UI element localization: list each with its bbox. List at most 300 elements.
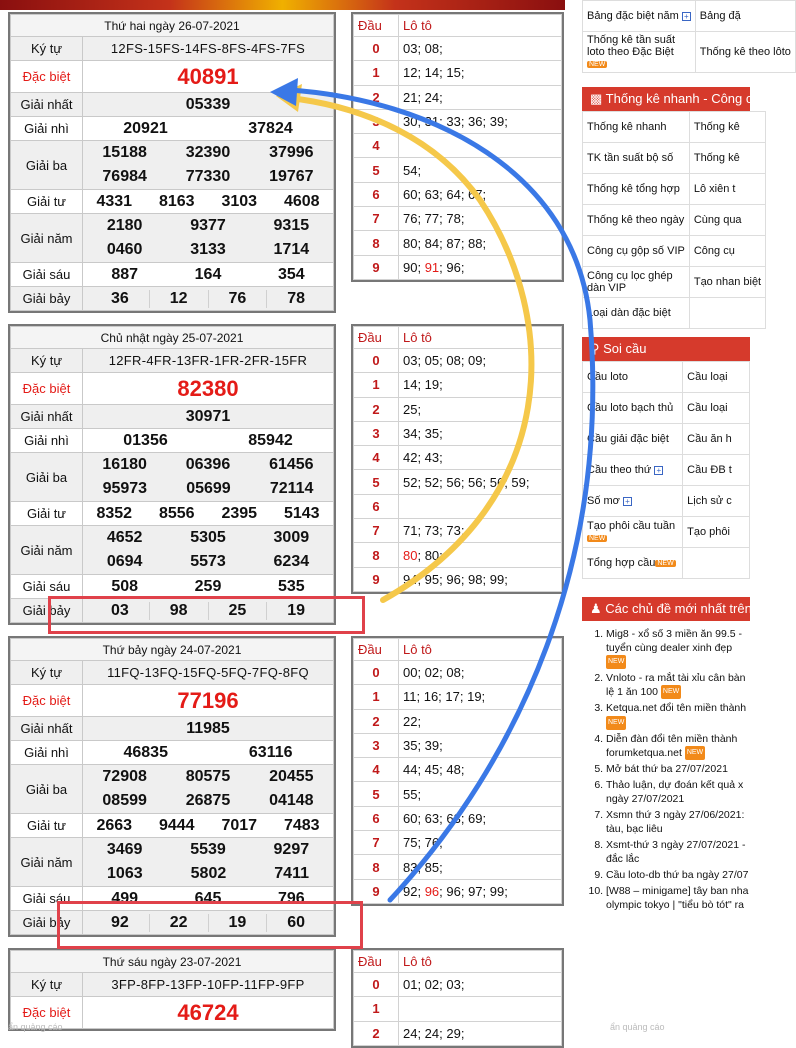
loto-numbers	[399, 134, 562, 158]
giai-tu-values	[83, 502, 334, 526]
prize-number: 12	[149, 290, 208, 308]
news-item[interactable]: 4. Diễn đàn đổi tên miền thành forumketqua.net NEW	[606, 732, 750, 760]
loto-head-digit: 1	[354, 61, 399, 85]
giai-tu-label: Giải tư	[11, 502, 83, 526]
prize-number: 9315	[273, 217, 310, 234]
prize-number: 95973	[102, 480, 148, 497]
sidebar-top-link-1-1[interactable]: Thống kê theo lôto	[695, 32, 795, 73]
sidebar-stats-row	[583, 267, 766, 298]
sidebar-stats-row	[583, 205, 766, 236]
prize-number: 61456	[269, 456, 314, 473]
prize-number: 37996	[269, 144, 314, 161]
loto-numbers: 60; 63; 63; 69;	[399, 806, 562, 830]
prize-number: 2395	[221, 504, 258, 522]
result-date: Chủ nhật ngày 25-07-2021	[11, 327, 334, 349]
kytu-label: Ký tự	[11, 973, 83, 997]
giai-nhi-label: Giải nhì	[11, 429, 83, 453]
dac-biet-value: 77196	[83, 685, 334, 717]
prize-number: 60	[266, 914, 325, 932]
giai-nhat-values	[83, 717, 334, 741]
giai-nhi-label: Giải nhì	[11, 741, 83, 765]
dau-header: Đầu	[354, 951, 399, 973]
highlight-box-giai-bay-1	[48, 596, 365, 634]
prize-number: 8163	[158, 192, 195, 210]
loto-numbers: 80; 84; 87; 88;	[399, 231, 562, 255]
prize-number: 796	[277, 889, 305, 907]
sidebar-stats-link-1-0[interactable]: TK tần suất bộ số	[583, 143, 690, 174]
expand-icon[interactable]: +	[623, 497, 632, 506]
new-badge: NEW	[685, 746, 705, 760]
giai-bay-label: Giải bảy	[11, 599, 83, 623]
prize-number: 22	[149, 914, 208, 932]
prize-number: 19767	[269, 168, 314, 185]
loto-table-2	[351, 636, 564, 906]
prize-number: 5802	[190, 865, 227, 882]
sidebar-stats-table	[582, 111, 766, 329]
kytu-label: Ký tự	[11, 661, 83, 685]
result-table-3	[8, 948, 336, 1031]
loto-row	[354, 85, 562, 109]
sidebar-top-row	[583, 1, 796, 32]
giai-ba-row	[11, 141, 334, 190]
giai-tu-row	[11, 502, 334, 526]
loto-numbers: 25;	[399, 397, 562, 421]
loto-head-digit: 4	[354, 758, 399, 782]
loto-head-digit: 5	[354, 470, 399, 494]
prize-number: 08599	[102, 792, 147, 809]
prize-number: 6234	[273, 553, 310, 570]
new-badge: NEW	[606, 716, 626, 730]
giai-tu-row	[11, 814, 334, 838]
loto-row	[354, 207, 562, 231]
dac-biet-value: 82380	[83, 373, 334, 405]
loto-row	[354, 61, 562, 85]
dac-biet-label: Đặc biệt	[11, 997, 83, 1029]
prize-number: 3469	[106, 841, 143, 858]
number-group	[83, 214, 333, 238]
sidebar-stats-link-3-0[interactable]: Thống kê theo ngày	[583, 205, 690, 236]
prize-number: 0694	[106, 553, 143, 570]
dac-biet-value: 46724	[83, 997, 334, 1029]
kytu-value: 11FQ-13FQ-15FQ-5FQ-7FQ-8FQ	[83, 661, 334, 685]
prize-number: 8352	[96, 504, 133, 522]
prize-number: 7411	[274, 865, 309, 882]
prize-number: 01356	[123, 431, 168, 449]
prize-number: 9297	[273, 841, 310, 858]
hide-ad-note-1[interactable]: ẩn quảng cáo	[8, 1022, 63, 1032]
number-group	[83, 789, 333, 813]
loto-head-digit: 0	[354, 37, 399, 61]
loto-numbers: 90; 91; 96;	[399, 255, 562, 279]
loto-numbers: 92; 96; 96; 97; 99;	[399, 879, 562, 903]
result-table-0	[8, 12, 336, 313]
sidebar-stats-row	[583, 236, 766, 267]
prize-number: 20455	[269, 768, 314, 785]
number-group	[83, 550, 333, 574]
number-group	[83, 193, 333, 211]
giai-ba-values	[83, 141, 334, 190]
news-item[interactable]: 2. Vnloto - ra mắt tài xỉu cân bàn lệ 1 ăn 100 NEW	[606, 671, 750, 699]
loto-head-digit: 9	[354, 567, 399, 591]
news-item[interactable]: 10. [W88 – minigame] tây ban nha olympic tokyo | "tiểu bò tót" ra	[606, 884, 750, 912]
loto-head-digit: 5	[354, 158, 399, 182]
number-group	[83, 266, 333, 284]
kytu-value: 12FR-4FR-13FR-1FR-2FR-15FR	[83, 349, 334, 373]
loto-head-digit: 7	[354, 831, 399, 855]
prize-number: 499	[111, 889, 139, 907]
loto-numbers: 24; 24; 29;	[399, 1021, 562, 1045]
prize-number: 80575	[185, 768, 231, 785]
sidebar-stats-link-2-1[interactable]: Lô xiên t	[689, 174, 765, 205]
prize-number: 0460	[106, 241, 143, 258]
prize-number: 5539	[190, 841, 226, 858]
new-badge: NEW	[589, 60, 606, 68]
sidebar-soicau-link-0-0[interactable]: Cầu loto	[583, 362, 683, 393]
giai-ba-label: Giải ba	[11, 453, 83, 502]
loto-numbers: 14; 19;	[399, 373, 562, 397]
loto-numbers	[399, 997, 562, 1021]
number-group	[83, 290, 333, 308]
loto-row	[354, 567, 562, 591]
loto-head-digit: 1	[354, 685, 399, 709]
dau-header: Đầu	[354, 15, 399, 37]
sidebar-soicau-row	[583, 455, 750, 486]
number-group	[83, 238, 333, 262]
giai-nam-label: Giải năm	[11, 214, 83, 263]
loto-numbers: 11; 16; 17; 19;	[399, 685, 562, 709]
loto-head-digit: 7	[354, 207, 399, 231]
loto-head-digit: 8	[354, 231, 399, 255]
new-badge: NEW	[589, 534, 606, 542]
sidebar-stats-link-2-0[interactable]: Thống kê tổng hợp	[583, 174, 690, 205]
number-group	[83, 141, 333, 165]
loto-row	[354, 37, 562, 61]
sidebar-top-link-0-1[interactable]: Bảng đặ	[695, 1, 795, 32]
giai-nhat-values	[83, 93, 334, 117]
sidebar-stats-link-4-0[interactable]: Công cụ gộp số VIP	[583, 236, 690, 267]
sidebar-top-table	[582, 0, 796, 73]
giai-sau-label: Giải sáu	[11, 575, 83, 599]
section-header-chu-de: ♟ Các chủ đề mới nhất trên	[582, 597, 750, 621]
news-item[interactable]: 5. Mở bát thứ ba 27/07/2021	[606, 762, 750, 776]
dac-biet-label: Đặc biệt	[11, 61, 83, 93]
giai-tu-row	[11, 190, 334, 214]
loto-head-digit: 4	[354, 134, 399, 158]
giai-nhat-label: Giải nhất	[11, 405, 83, 429]
sidebar-top-link-1-0[interactable]: Thống kê tần suất loto theo Đặc BiệtNEW	[583, 32, 696, 73]
loto-head-digit: 8	[354, 543, 399, 567]
result-date-row	[11, 639, 334, 661]
loto-head-digit: 9	[354, 255, 399, 279]
number-group	[83, 165, 333, 189]
kytu-row	[11, 37, 334, 61]
loto-head-digit: 2	[354, 1021, 399, 1045]
loto-numbers: 22;	[399, 709, 562, 733]
giai-ba-values	[83, 453, 334, 502]
loto-numbers: 80; 80;	[399, 543, 562, 567]
prize-number: 92	[110, 913, 129, 931]
dac-biet-label: Đặc biệt	[11, 373, 83, 405]
giai-tu-label: Giải tư	[11, 190, 83, 214]
giai-nhi-row	[11, 741, 334, 765]
loto-head-digit: 2	[354, 85, 399, 109]
result-grid	[10, 950, 334, 1029]
news-item[interactable]: 8. Xsmt-thứ 3 ngày 27/07/2021 - đắc lắc	[606, 838, 750, 866]
sidebar-top-link-0-0[interactable]: Bảng đặc biệt năm +	[583, 1, 696, 32]
loto-row	[354, 158, 562, 182]
news-item[interactable]: 9. Cầu loto-db thứ ba ngày 27/07	[606, 868, 750, 882]
loto-head-digit: 7	[354, 519, 399, 543]
result-date: Thứ bảy ngày 24-07-2021	[11, 639, 334, 661]
loto-table-0	[351, 12, 564, 282]
sidebar-soicau-link-5-1[interactable]: Tạo phôi	[683, 517, 750, 548]
loto-row	[354, 519, 562, 543]
kytu-label: Ký tự	[11, 349, 83, 373]
loto-row	[354, 494, 562, 518]
section-header-soi-cau: ⚲ Soi cầu	[582, 337, 750, 361]
dac-biet-label: Đặc biệt	[11, 685, 83, 717]
loto-numbers: 21; 24;	[399, 85, 562, 109]
sidebar-soicau-link-4-0[interactable]: Số mơ +	[583, 486, 683, 517]
giai-nam-label: Giải năm	[11, 526, 83, 575]
sidebar-soicau-link-4-1[interactable]: Lịch sử c	[683, 486, 750, 517]
sidebar-stats-link-1-1[interactable]: Thống kê	[689, 143, 765, 174]
prize-number: 85942	[248, 431, 293, 449]
loto-row	[354, 758, 562, 782]
loto-head-digit: 0	[354, 349, 399, 373]
prize-number: 5305	[190, 529, 226, 546]
prize-number: 05339	[185, 95, 231, 113]
prize-number: 1063	[107, 865, 143, 882]
number-group	[83, 408, 333, 426]
prize-number: 11985	[186, 719, 230, 737]
loto-head-digit: 3	[354, 109, 399, 133]
sidebar-soicau-row	[583, 393, 750, 424]
prize-number: 9377	[190, 217, 226, 234]
sidebar-soicau-link-6-0[interactable]: Tổng hợp cầu NEW	[583, 548, 683, 579]
prize-number: 78	[266, 290, 325, 308]
loto-numbers: 83; 85;	[399, 855, 562, 879]
sidebar	[582, 0, 791, 914]
sidebar-soicau-row	[583, 362, 750, 393]
loto-header-row	[354, 15, 562, 37]
sidebar-stats-link-3-1[interactable]: Cùng qua	[689, 205, 765, 236]
loto-numbers: 52; 52; 56; 56; 56; 59;	[399, 470, 562, 494]
result-grid	[10, 14, 334, 311]
news-list	[582, 627, 750, 912]
giai-nam-values	[83, 214, 334, 263]
loto-numbers: 03; 08;	[399, 37, 562, 61]
result-date: Thứ hai ngày 26-07-2021	[11, 15, 334, 37]
result-grid	[10, 638, 334, 935]
loto-head-digit: 6	[354, 806, 399, 830]
sidebar-soicau-row	[583, 548, 750, 579]
loto-numbers: 30; 31; 33; 36; 39;	[399, 109, 562, 133]
prize-number: 36	[110, 289, 129, 307]
section-header-thong-ke: ▩ Thống kê nhanh - Công c	[582, 87, 750, 111]
hide-ad-note-2[interactable]: ẩn quảng cáo	[610, 1022, 665, 1032]
news-item[interactable]: 7. Xsmn thứ 3 ngày 27/06/2021: tàu, bạc liêu	[606, 808, 750, 836]
prize-number: 645	[194, 889, 222, 907]
number-group	[83, 505, 333, 523]
loto-numbers: 94; 95; 96; 98; 99;	[399, 567, 562, 591]
sidebar-stats-link-6-1	[689, 298, 765, 329]
loto-special-number: 96	[424, 883, 440, 899]
highlight-box-giai-bay-2	[57, 901, 363, 949]
loto-head-digit: 4	[354, 446, 399, 470]
loto-numbers: 75; 76;	[399, 831, 562, 855]
number-group	[83, 526, 333, 550]
top-banner	[0, 0, 565, 10]
loto-numbers: 35; 39;	[399, 733, 562, 757]
number-group	[83, 120, 333, 138]
loto-head-digit: 3	[354, 733, 399, 757]
prize-number: 25	[208, 602, 267, 620]
prize-number: 3133	[190, 241, 226, 258]
number-group	[83, 862, 333, 886]
giai-tu-values	[83, 190, 334, 214]
kytu-row	[11, 973, 334, 997]
prize-number: 06396	[185, 456, 231, 473]
loto-row	[354, 733, 562, 757]
dac-biet-row	[11, 373, 334, 405]
sidebar-soicau-link-0-1[interactable]: Cầu loại	[683, 362, 750, 393]
giai-nam-row	[11, 838, 334, 887]
loto-head-digit: 3	[354, 421, 399, 445]
sidebar-soicau-link-1-1[interactable]: Cầu loại	[683, 393, 750, 424]
loto-row	[354, 421, 562, 445]
new-badge: NEW	[606, 655, 626, 669]
new-badge: NEW	[657, 559, 674, 567]
loto-head-digit: 1	[354, 373, 399, 397]
sidebar-soicau-link-2-1[interactable]: Cầu ăn h	[683, 424, 750, 455]
loto-head-digit: 8	[354, 855, 399, 879]
giai-nhat-row	[11, 717, 334, 741]
loto-table-1	[351, 324, 564, 594]
kytu-value: 12FS-15FS-14FS-8FS-4FS-7FS	[83, 37, 334, 61]
loto-numbers: 76; 77; 78;	[399, 207, 562, 231]
loto-header: Lô tô	[399, 15, 562, 37]
loto-header: Lô tô	[399, 639, 562, 661]
loto-row	[354, 1021, 562, 1045]
loto-head-digit: 6	[354, 182, 399, 206]
prize-number: 508	[111, 577, 139, 595]
sidebar-stats-link-6-0[interactable]: Loại dàn đặc biệt	[583, 298, 690, 329]
sidebar-stats-row	[583, 112, 766, 143]
news-item[interactable]: 3. Ketqua.net đổi tên miền thành NEW	[606, 701, 750, 729]
giai-nhi-values	[83, 741, 334, 765]
prize-number: 164	[194, 265, 222, 283]
giai-sau-values	[83, 263, 334, 287]
loto-head-digit: 6	[354, 494, 399, 518]
prize-number: 98	[149, 602, 208, 620]
prize-number: 8556	[158, 504, 195, 522]
sidebar-stats-link-0-1[interactable]: Thống kê	[689, 112, 765, 143]
loto-row	[354, 255, 562, 279]
prize-number: 7483	[283, 816, 320, 834]
prize-number: 72908	[102, 768, 147, 785]
result-table-2	[8, 636, 336, 937]
giai-nhi-row	[11, 429, 334, 453]
giai-tu-values	[83, 814, 334, 838]
loto-numbers: 54;	[399, 158, 562, 182]
giai-nhi-row	[11, 117, 334, 141]
sidebar-stats-link-0-0[interactable]: Thống kê nhanh	[583, 112, 690, 143]
sidebar-soicau-link-3-0[interactable]: Cầu theo thứ +	[583, 455, 683, 486]
loto-numbers	[399, 494, 562, 518]
loto-row	[354, 685, 562, 709]
giai-sau-row	[11, 263, 334, 287]
prize-number: 5573	[190, 553, 226, 570]
kytu-row	[11, 349, 334, 373]
prize-number: 7017	[221, 816, 258, 834]
sidebar-stats-link-5-1[interactable]: Tạo nhan biệt	[689, 267, 765, 298]
loto-row	[354, 855, 562, 879]
prize-number: 3103	[221, 192, 258, 210]
news-item[interactable]: 1. Mig8 - xổ số 3 miền ăn 99.5 - tuyển cùng dealer xinh đẹp NEW	[606, 627, 750, 669]
loto-header: Lô tô	[399, 951, 562, 973]
loto-row	[354, 782, 562, 806]
news-item[interactable]: 6. Thảo luận, dự đoán kết quả x ngày 27/07/2021	[606, 778, 750, 806]
giai-nam-values	[83, 838, 334, 887]
loto-numbers: 00; 02; 08;	[399, 661, 562, 685]
result-date-row	[11, 15, 334, 37]
sidebar-soicau-link-5-0[interactable]: Tạo phôi cầu tuầnNEW	[583, 517, 683, 548]
expand-icon[interactable]: +	[654, 466, 663, 475]
loto-head-digit: 0	[354, 661, 399, 685]
expand-icon[interactable]: +	[682, 12, 691, 21]
prize-number: 19	[266, 602, 325, 620]
result-date-row	[11, 951, 334, 973]
result-grid	[10, 326, 334, 623]
prize-number: 63116	[248, 743, 293, 761]
sidebar-soicau-link-1-0[interactable]: Cầu loto bạch thủ	[583, 393, 683, 424]
sidebar-soicau-link-3-1[interactable]: Cầu ĐB t	[683, 455, 750, 486]
dau-header: Đầu	[354, 639, 399, 661]
loto-head-digit: 2	[354, 709, 399, 733]
loto-row	[354, 349, 562, 373]
loto-head-digit: 0	[354, 973, 399, 997]
giai-bay-label: Giải bảy	[11, 911, 83, 935]
loto-head-digit: 2	[354, 397, 399, 421]
giai-nam-label: Giải năm	[11, 838, 83, 887]
loto-row	[354, 543, 562, 567]
loto-numbers: 01; 02; 03;	[399, 973, 562, 997]
prize-number: 3009	[273, 529, 310, 546]
giai-ba-row	[11, 765, 334, 814]
sidebar-stats-link-4-1[interactable]: Công cụ	[689, 236, 765, 267]
prize-number: 77330	[185, 168, 231, 185]
loto-row	[354, 879, 562, 903]
sidebar-stats-link-5-0[interactable]: Công cụ lọc ghép dàn VIP	[583, 267, 690, 298]
number-group	[83, 765, 333, 789]
number-group	[83, 96, 333, 114]
number-group	[83, 720, 333, 738]
prize-number: 15188	[102, 144, 147, 161]
prize-number: 354	[277, 265, 305, 283]
loto-row	[354, 134, 562, 158]
prize-number: 1714	[273, 241, 310, 258]
giai-nhat-label: Giải nhất	[11, 93, 83, 117]
prize-number: 535	[277, 577, 305, 595]
prize-number: 32390	[185, 144, 231, 161]
loto-row	[354, 997, 562, 1021]
sidebar-soicau-link-2-0[interactable]: Cầu giải đặc biệt	[583, 424, 683, 455]
number-group	[83, 477, 333, 501]
result-date-row	[11, 327, 334, 349]
prize-number: 30971	[185, 407, 231, 425]
number-group	[83, 578, 333, 596]
